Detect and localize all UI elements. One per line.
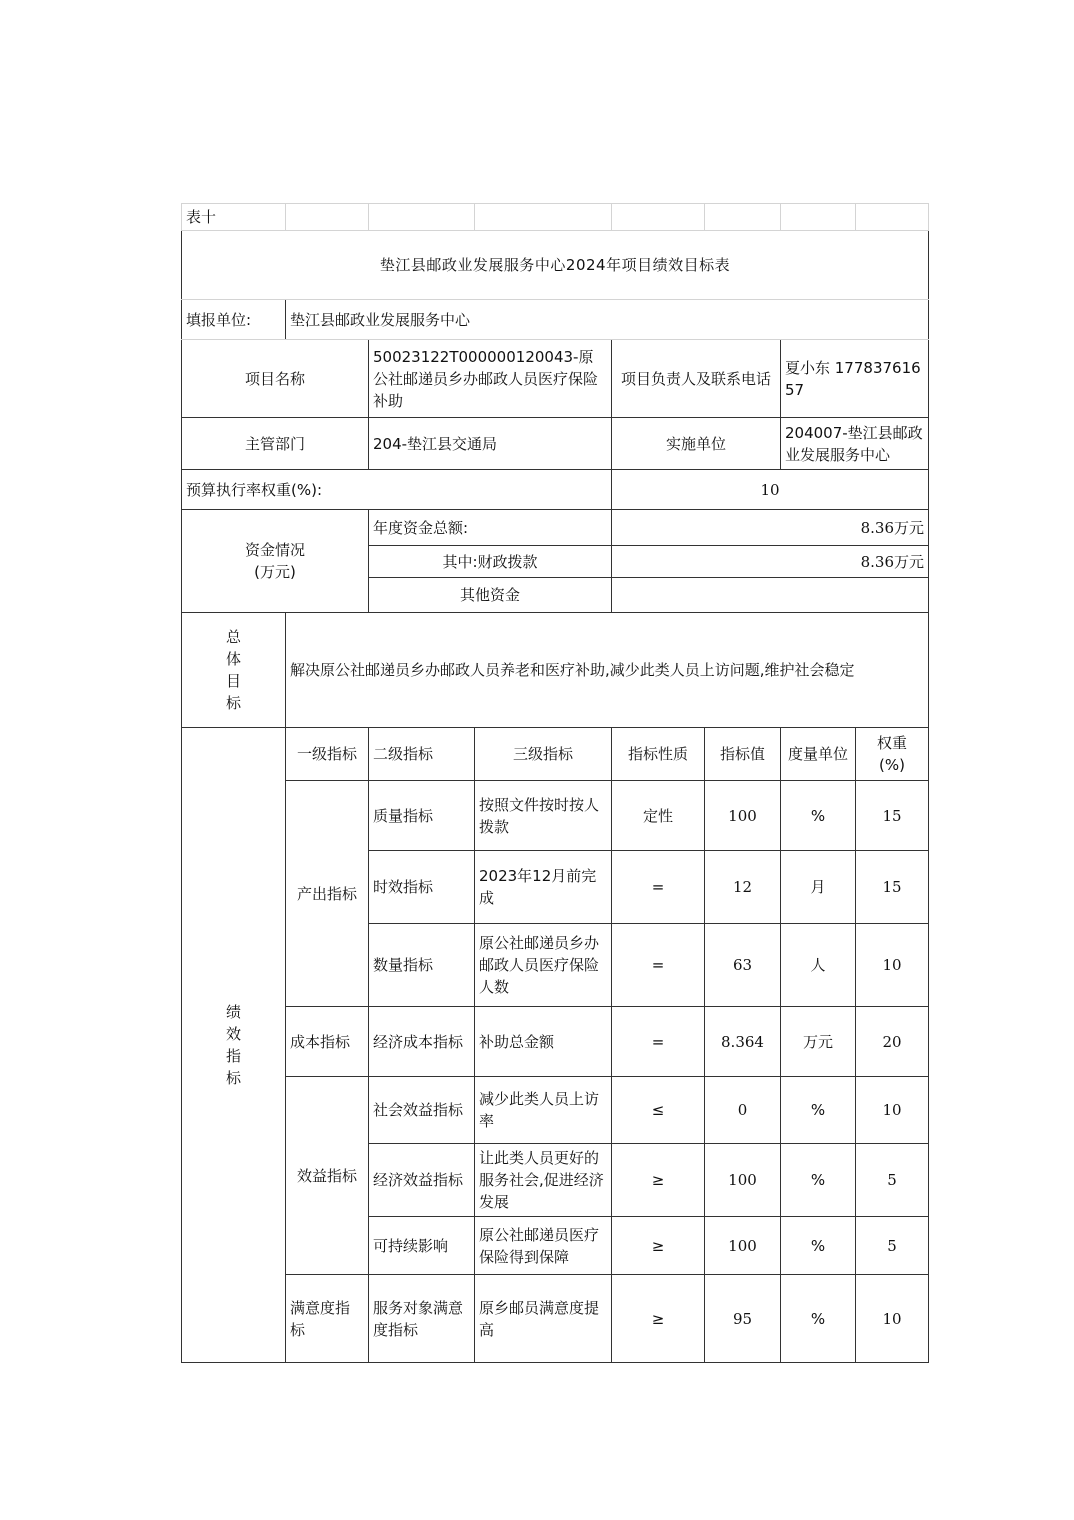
row-level2: 社会效益指标 (369, 1077, 475, 1144)
project-contact-value: 夏小东 17783761657 (781, 340, 929, 418)
perf-label-char: 标 (225, 1069, 241, 1087)
header-level3: 三级指标 (475, 728, 612, 781)
funds-other-value (612, 578, 929, 613)
row-level3: 原公社邮递员医疗保险得到保障 (475, 1217, 612, 1275)
table-row (182, 1007, 929, 1077)
row-level3: 原公社邮递员乡办邮政人员医疗保险人数 (475, 924, 612, 1007)
row-level2: 经济成本指标 (369, 1007, 475, 1077)
perf-label-char: 效 (225, 1025, 241, 1043)
overall-label-char: 体 (225, 650, 241, 668)
row-level2: 服务对象满意度指标 (369, 1275, 475, 1363)
row-weight: 20 (856, 1007, 929, 1077)
project-name-label: 项目名称 (182, 340, 369, 418)
funds-label (182, 510, 369, 613)
row-weight: 10 (856, 1275, 929, 1363)
page-title: 垫江县邮政业发展服务中心2024年项目绩效目标表 (182, 231, 929, 300)
row-level2: 经济效益指标 (369, 1144, 475, 1217)
impl-unit-label: 实施单位 (612, 418, 781, 470)
funds-label-line2: (万元) (254, 563, 296, 581)
group-benefit: 效益指标 (286, 1077, 369, 1275)
overall-label-char: 标 (225, 694, 241, 712)
row-value: 100 (705, 781, 781, 851)
funds-total-label: 年度资金总额: (369, 510, 612, 546)
row-weight: 5 (856, 1217, 929, 1275)
overall-goal-label (182, 613, 286, 728)
row-level3: 让此类人员更好的服务社会,促进经济发展 (475, 1144, 612, 1217)
row-unit: % (781, 1275, 856, 1363)
row-level2: 质量指标 (369, 781, 475, 851)
row-weight: 15 (856, 851, 929, 924)
project-name-value: 50023122T000000120043-原公社邮递员乡办邮政人员医疗保险补助 (369, 340, 612, 418)
funds-label-line1: 资金情况 (244, 541, 305, 559)
row-nature: ≥ (612, 1217, 705, 1275)
row-unit: 万元 (781, 1007, 856, 1077)
row-value: 0 (705, 1077, 781, 1144)
header-value: 指标值 (705, 728, 781, 781)
row-value: 95 (705, 1275, 781, 1363)
row-level3: 补助总金额 (475, 1007, 612, 1077)
row-nature: = (612, 924, 705, 1007)
row-unit: % (781, 1077, 856, 1144)
row-nature: ≥ (612, 1144, 705, 1217)
table-tag: 表十 (182, 204, 286, 231)
funds-other-label: 其他资金 (369, 578, 612, 613)
budget-rate-value: 10 (612, 470, 929, 510)
table-row (182, 781, 929, 851)
row-level3: 按照文件按时按人拨款 (475, 781, 612, 851)
overall-goal-text: 解决原公社邮递员乡办邮政人员养老和医疗补助,减少此类人员上访问题,维护社会稳定 (286, 613, 929, 728)
project-contact-label: 项目负责人及联系电话 (612, 340, 781, 418)
overall-label-char: 总 (225, 628, 241, 646)
budget-rate-label: 预算执行率权重(%): (182, 470, 612, 510)
row-value: 8.364 (705, 1007, 781, 1077)
row-nature: ≤ (612, 1077, 705, 1144)
row-weight: 5 (856, 1144, 929, 1217)
performance-target-table (181, 203, 929, 1363)
row-nature: 定性 (612, 781, 705, 851)
row-level2: 可持续影响 (369, 1217, 475, 1275)
row-unit: 人 (781, 924, 856, 1007)
row-nature: = (612, 1007, 705, 1077)
funds-fiscal-value: 8.36万元 (612, 546, 929, 578)
group-output: 产出指标 (286, 781, 369, 1007)
dept-value: 204-垫江县交通局 (369, 418, 612, 470)
group-cost: 成本指标 (286, 1007, 369, 1077)
funds-total-value: 8.36万元 (612, 510, 929, 546)
header-unit: 度量单位 (781, 728, 856, 781)
dept-label: 主管部门 (182, 418, 369, 470)
header-level1: 一级指标 (286, 728, 369, 781)
row-value: 100 (705, 1217, 781, 1275)
row-weight: 10 (856, 924, 929, 1007)
row-value: 63 (705, 924, 781, 1007)
row-level3: 2023年12月前完成 (475, 851, 612, 924)
row-nature: ≥ (612, 1275, 705, 1363)
fill-unit-value: 垫江县邮政业发展服务中心 (286, 300, 929, 340)
perf-label-char: 绩 (225, 1003, 241, 1021)
fill-unit-label: 填报单位: (182, 300, 286, 340)
overall-label-char: 目 (225, 672, 241, 690)
row-unit: 月 (781, 851, 856, 924)
row-level2: 数量指标 (369, 924, 475, 1007)
funds-fiscal-label: 其中:财政拨款 (369, 546, 612, 578)
header-nature: 指标性质 (612, 728, 705, 781)
group-satisfaction: 满意度指标 (286, 1275, 369, 1363)
impl-unit-value: 204007-垫江县邮政业发展服务中心 (781, 418, 929, 470)
header-level2: 二级指标 (369, 728, 475, 781)
header-weight-line1: 权重 (876, 734, 907, 752)
row-weight: 10 (856, 1077, 929, 1144)
header-weight (856, 728, 929, 781)
row-unit: % (781, 1217, 856, 1275)
row-nature: = (612, 851, 705, 924)
row-value: 12 (705, 851, 781, 924)
row-unit: % (781, 781, 856, 851)
row-level3: 减少此类人员上访率 (475, 1077, 612, 1144)
row-level2: 时效指标 (369, 851, 475, 924)
row-weight: 15 (856, 781, 929, 851)
row-unit: % (781, 1144, 856, 1217)
perf-label-char: 指 (225, 1047, 241, 1065)
table-row (182, 1275, 929, 1363)
table-row (182, 1077, 929, 1144)
row-level3: 原乡邮员满意度提高 (475, 1275, 612, 1363)
header-weight-line2: (%) (879, 756, 905, 774)
row-value: 100 (705, 1144, 781, 1217)
perf-indicator-label (182, 728, 286, 1363)
